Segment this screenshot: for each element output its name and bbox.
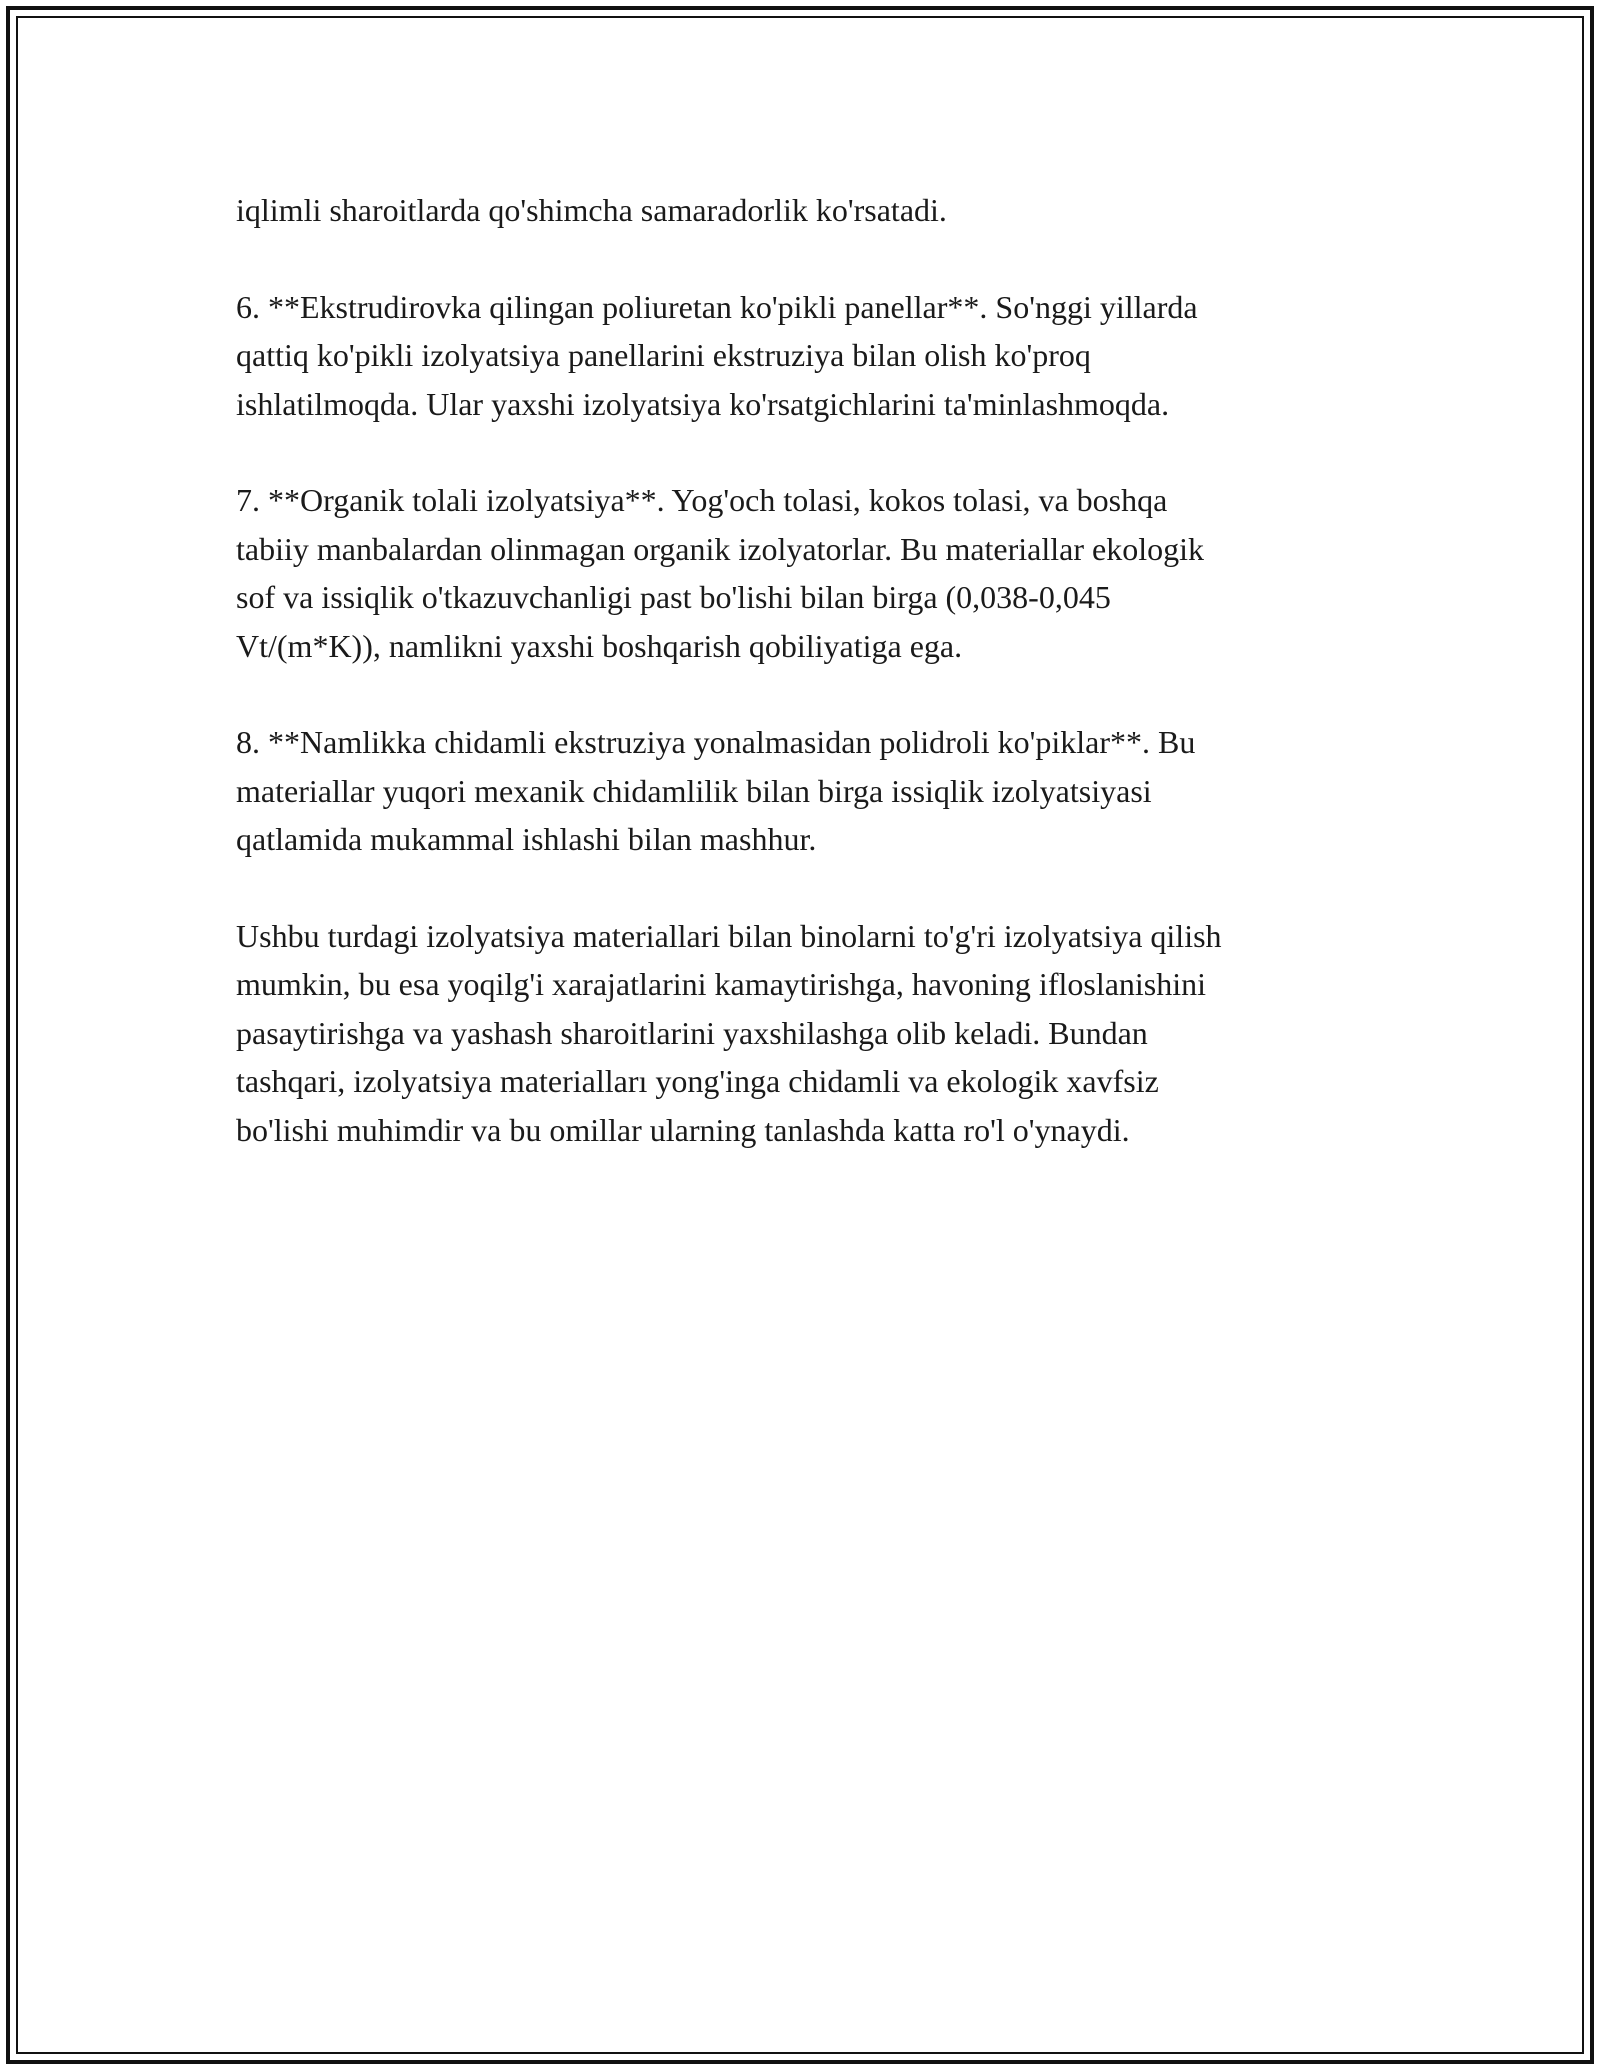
paragraph-item-8: 8. **Namlikka chidamli ekstruziya yonalmasidan polidroli ko'piklar**. Bu materiallar yuqori mexanik chidamlilik bilan birga issiqlik izolyatsiyasi qatlamida mukammal ishlashi bilan mashhur. (236, 724, 1196, 857)
paragraph-item-6: 6. **Ekstrudirovka qilingan poliuretan ko'pikli panellar**. So'nggi yillarda qattiq ko'pikli izolyatsiya panellarini ekstruziya bilan olish ko'proq ishlatilmoqda. Ular yaxshi izolyatsiya ko'rsatgichlarini ta'minlashmoqda. (236, 288, 1198, 422)
document-body (236, 186, 1396, 1202)
paragraph-continuation: iqlimli sharoitlarda qo'shimcha samaradorlik ko'rsatadi. (236, 192, 947, 228)
paragraph-conclusion: Ushbu turdagi izolyatsiya materiallari bilan binolarni to'g'ri izolyatsiya qilish mumkin, bu esa yoqilg'i xarajatlarini kamaytirishga, havoning ifloslanishini pasaytirishga va yashash sharoitlarini yaxshilashga olib keladi. Bundan tashqari, izolyatsiya materialları yong'inga chidamli va ekologik xavfsiz bo'lishi muhimdir va bu omillar ularning tanlashda katta ro'l o'ynaydi. (236, 917, 1222, 1148)
paragraph-item-7: 7. **Organik tolali izolyatsiya**. Yog'och tolasi, kokos tolasi, va boshqa tabiiy manbalardan olinmagan organik izolyatorlar. Bu materiallar ekologik sof va issiqlik o'tkazuvchanligi past bo'lishi bilan birga (0,038-0,045 Vt/(m*K)), namlikni yaxshi boshqarish qobiliyatiga ega. (236, 482, 1204, 664)
